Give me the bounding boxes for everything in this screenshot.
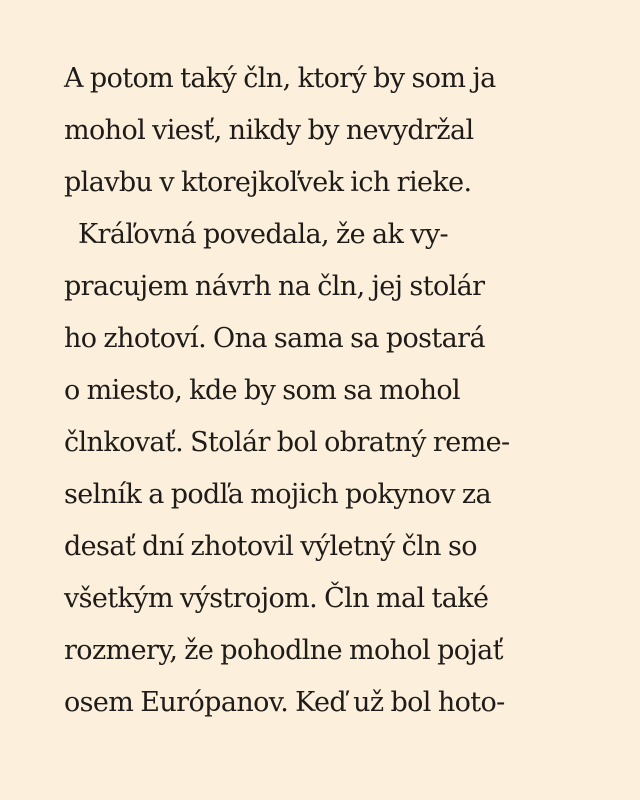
text-line-12: rozmery, že pohodlne mohol pojať [64,635,503,666]
text-line-9: selník a podľa mojich pokynov za [64,479,491,510]
text-line-8: člnkovať. Stolár bol obratný reme- [64,427,510,458]
text-line-2: mohol viesť, nikdy by nevydržal [64,115,474,146]
text-line-1: A potom taký čln, ktorý by som ja [64,63,496,94]
text-line-4: Kráľovná povedala, že ak vy- [64,219,449,250]
text-line-5: pracujem návrh na čln, jej stolár [64,271,485,302]
text-line-11: všetkým výstrojom. Čln mal také [64,583,489,614]
text-line-10: desať dní zhotovil výletný čln so [64,531,477,562]
text-line-3: plavbu v ktorejkoľvek ich rieke. [64,167,472,198]
text-line-6: ho zhotoví. Ona sama sa postará [64,323,485,354]
text-line-7: o miesto, kde by som sa mohol [64,375,461,406]
text-line-13: osem Európanov. Keď už bol hoto- [64,687,505,718]
